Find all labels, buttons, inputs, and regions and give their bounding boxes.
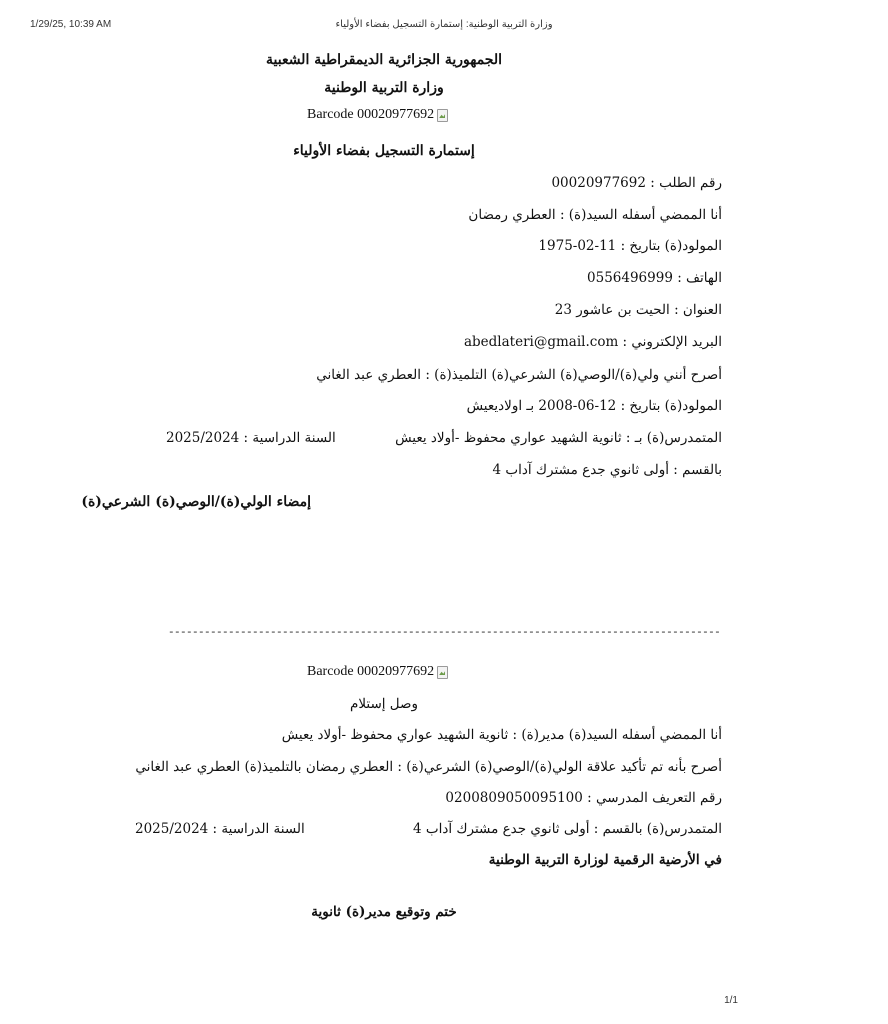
receipt-confirmation: أصرح بأنه تم تأكيد علاقة الولي(ة)/الوصي(ة) الشرعي(ة) : العطري رمضان بالتلميذ(ة) العطري عبد الغاني [135, 759, 722, 775]
receipt-school-year: السنة الدراسية : 2025/2024 [135, 821, 305, 837]
print-datetime: 1/29/25, 10:39 AM [30, 19, 112, 30]
broken-image-icon [436, 108, 448, 122]
cut-line-separator: -------------------------------------------------------------------------------------------- [168, 627, 721, 639]
receipt-barcode-text: Barcode 00020977692 [307, 664, 435, 679]
receipt-school-id: رقم التعريف المدرسي : 0200809050095100 [445, 790, 722, 806]
receipt-platform: في الأرضية الرقمية لوزارة التربية الوطنية [488, 852, 722, 868]
signer-phone: الهاتف : 0556496999 [587, 270, 722, 286]
signer-birth-date: المولود(ة) بتاريخ : 11-02-1975 [538, 238, 722, 254]
receipt-director: أنا الممضي أسفله السيد(ة) مدير(ة) : ثانوية الشهيد عواري محفوظ -أولاد يعيش [281, 727, 722, 743]
ministry-heading: وزارة التربية الوطنية [324, 80, 444, 96]
signer-name: أنا الممضي أسفله السيد(ة) : العطري رمضان [468, 207, 722, 223]
print-doc-title: وزارة التربية الوطنية: إستمارة التسجيل بفضاء الأولياء [335, 19, 553, 30]
signer-address: العنوان : الحيت بن عاشور 23 [554, 302, 722, 318]
director-stamp-label: ختم وتوقيع مدير(ة) ثانوية [311, 904, 457, 920]
receipt-barcode-block [307, 664, 448, 680]
barcode-text: Barcode 00020977692 [307, 107, 435, 122]
page-number: 1/1 [724, 995, 738, 1006]
student-section: بالقسم : أولى ثانوي جدع مشترك آداب 4 [492, 462, 722, 478]
country-heading: الجمهورية الجزائرية الديمقراطية الشعبية [265, 52, 502, 68]
barcode-block [307, 107, 448, 123]
student-birth: المولود(ة) بتاريخ : 12-06-2008 بـ اولاديعيش [466, 398, 722, 414]
student-school: المتمدرس(ة) بـ : ثانوية الشهيد عواري محفوظ -أولاد يعيش [395, 430, 722, 446]
form-title: إستمارة التسجيل بفضاء الأولياء [293, 143, 475, 159]
signer-email: البريد الإلكتروني : abedlateri@gmail.com [463, 334, 722, 350]
guardian-signature-label: إمضاء الولي(ة)/الوصي(ة) الشرعي(ة) [81, 494, 311, 510]
receipt-section: المتمدرس(ة) بالقسم : أولى ثانوي جدع مشترك آداب 4 [413, 821, 722, 837]
school-year: السنة الدراسية : 2025/2024 [166, 430, 336, 446]
receipt-title: وصل إستلام [349, 696, 419, 712]
broken-image-icon [436, 665, 448, 679]
guardian-declaration: أصرح أنني ولي(ة)/الوصي(ة) الشرعي(ة) التلميذ(ة) : العطري عبد الغاني [316, 367, 722, 383]
request-number: رقم الطلب : 00020977692 [551, 175, 722, 191]
